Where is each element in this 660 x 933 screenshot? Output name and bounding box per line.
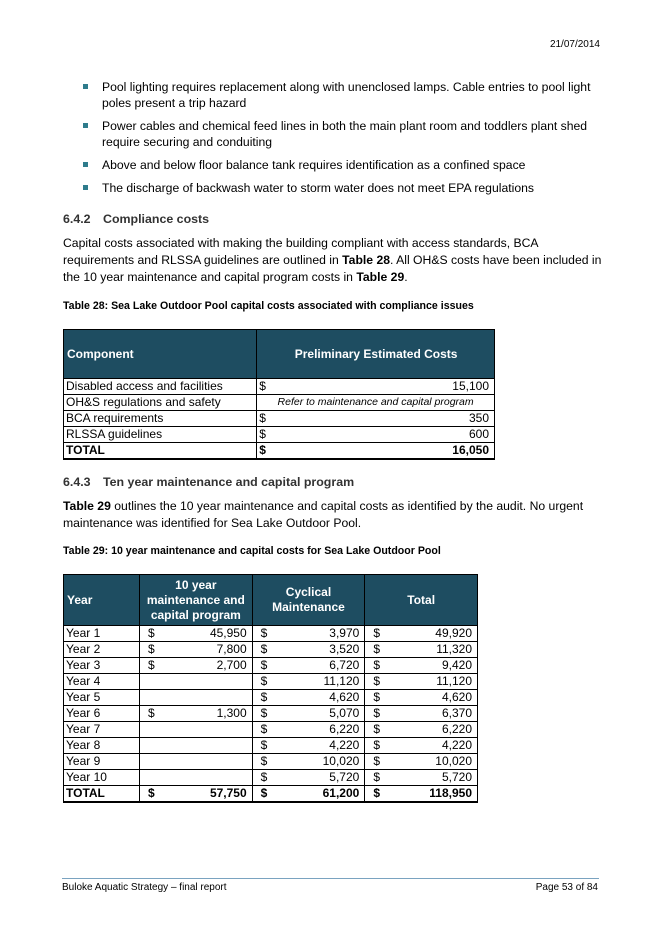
table29-header-program: 10 year maintenance and capital program [140,575,253,626]
bullet-square-icon [83,123,88,128]
bullet-square-icon [83,162,88,167]
bullet-square-icon [83,185,88,190]
table28-total-row: TOTAL $ 16,050 [64,443,495,460]
table-row: Year 9 $ 10,020 $ 10,020 [64,754,478,770]
table-row: Year 10 $ 5,720 $ 5,720 [64,770,478,786]
table-row: Year 8 $ 4,220 $ 4,220 [64,738,478,754]
bullet-square-icon [83,84,88,89]
page-date: 21/07/2014 [549,39,600,50]
table-row: Disabled access and facilities $ 15,100 [64,379,495,395]
table-row: Year 5 $ 4,620 $ 4,620 [64,690,478,706]
table-row: Year 4 $ 11,120 $ 11,120 [64,674,478,690]
table29-header-total: Total [365,575,478,626]
bullet-item: Power cables and chemical feed lines in both the main plant room and toddlers plant shed require securing and conduiting [83,118,608,150]
table28-caption: Table 28: Sea Lake Outdoor Pool capital costs associated with compliance issues [63,300,474,312]
table-row: Year 3 $ 2,700 $ 6,720 $ 9,420 [64,658,478,674]
bullet-item: The discharge of backwash water to storm water does not meet EPA regulations [83,180,608,196]
table29-header-year: Year [64,575,140,626]
page-number: Page 53 of 84 [535,882,598,893]
table-row: Year 2 $ 7,800 $ 3,520 $ 11,320 [64,642,478,658]
section-heading-643: 6.4.3 Ten year maintenance and capital program [63,475,355,489]
table29-header-cyclical: Cyclical Maintenance [252,575,365,626]
bullet-list [83,79,608,203]
table-row: Year 7 $ 6,220 $ 6,220 [64,722,478,738]
compliance-paragraph: Capital costs associated with making the building compliant with access standards, BCA requirements and RLSSA guidelines are outlined in Table 28. All OH&S costs have been included in the 10 year maintenance and capital program costs in Table 29. [63,236,602,284]
table-row: Year 6 $ 1,300 $ 5,070 $ 6,370 [64,706,478,722]
table-row: Year 1 $ 45,950 $ 3,970 $ 49,920 [64,626,478,642]
footer-divider [62,878,599,879]
table29-caption: Table 29: 10 year maintenance and capital costs for Sea Lake Outdoor Pool [63,545,441,557]
table-row: OH&S regulations and safety Refer to maintenance and capital program [64,395,495,411]
table-row: BCA requirements $ 350 [64,411,495,427]
bullet-item: Pool lighting requires replacement along with unenclosed lamps. Cable entries to pool light poles present a trip hazard [83,79,608,111]
table29-total-row: TOTAL $ 57,750 $ 61,200 $ 118,950 [64,786,478,803]
maintenance-paragraph: Table 29 outlines the 10 year maintenance and capital costs as identified by the audit. No urgent maintenance was identified for Sea Lake Outdoor Pool. [63,499,584,530]
footer-title: Buloke Aquatic Strategy – final report [62,882,227,893]
section-heading-642: 6.4.2 Compliance costs [63,212,210,226]
table28 [63,329,495,460]
table-row: RLSSA guidelines $ 600 [64,427,495,443]
bullet-item: Above and below floor balance tank requires identification as a confined space [83,157,608,173]
table29 [63,574,478,803]
table28-header-costs: Preliminary Estimated Costs [257,330,495,379]
table28-header-component: Component [64,330,257,379]
